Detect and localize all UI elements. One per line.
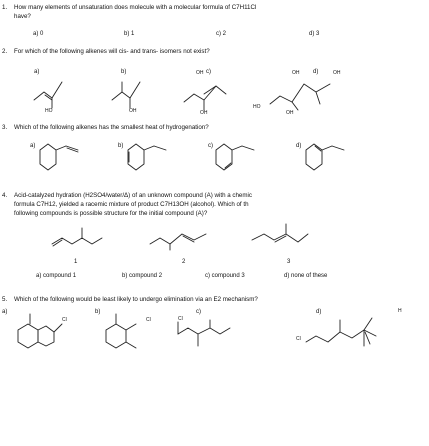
question-4-label-1: 1 xyxy=(74,259,78,265)
question-4-number: 4. xyxy=(2,192,8,199)
question-2-option-b[interactable]: b) xyxy=(121,69,127,75)
question-3-option-b[interactable]: b) xyxy=(118,143,124,149)
question-3-structure-b xyxy=(122,140,192,180)
question-5-structure-d xyxy=(300,312,390,362)
question-2-atom-d4: OH xyxy=(333,70,341,76)
question-5-option-d[interactable]: d) xyxy=(316,309,322,315)
question-1-option-b[interactable]: b) 1 xyxy=(124,31,135,37)
question-5-option-a[interactable]: a) xyxy=(2,309,8,315)
question-4-option-a[interactable]: a) compound 1 xyxy=(36,273,77,279)
question-1-option-d[interactable]: d) 3 xyxy=(309,31,320,37)
question-5-atom-d: Cl xyxy=(296,336,301,342)
question-5-structure-c xyxy=(170,318,240,358)
question-5-atom-a: Cl xyxy=(62,317,67,323)
question-4-text-line2: formula C7H12, yielded a racemic mixture of product C7H13OH (alcohol). Which of th xyxy=(14,201,249,208)
question-2-number: 2. xyxy=(2,48,8,55)
question-4-compound-2 xyxy=(148,222,218,252)
question-2-atom-a: HO xyxy=(45,108,53,114)
question-2-option-a[interactable]: a) xyxy=(34,69,40,75)
question-2-structure-d xyxy=(264,74,344,114)
question-3-option-a[interactable]: a) xyxy=(30,143,36,149)
question-2-atom-b: OH xyxy=(129,108,137,114)
question-3-structure-a xyxy=(34,140,104,180)
question-3-structure-d xyxy=(300,140,370,180)
question-4-text-line1: Acid-catalyzed hydration (H2SO4/water/Δ) of an unknown compound (A) with a chemic xyxy=(14,192,252,199)
question-5-atom-b: Cl xyxy=(146,317,151,323)
question-1-text-line1: How many elements of unsaturation does molecule with a molecular formula of C7H11Cl xyxy=(14,4,257,11)
question-1-option-a[interactable]: a) 0 xyxy=(33,31,44,37)
question-5-option-c[interactable]: c) xyxy=(196,309,201,315)
question-4-label-2: 2 xyxy=(182,259,186,265)
question-2-structure-a xyxy=(32,74,82,114)
question-2-atom-d3: OH xyxy=(286,110,294,116)
question-1-option-c[interactable]: c) 2 xyxy=(216,31,227,37)
question-5-atom-h: H xyxy=(398,308,402,314)
question-2-text: For which of the following alkenes will cis- and trans- isomers not exist? xyxy=(14,48,210,55)
question-3-option-c[interactable]: c) xyxy=(208,143,213,149)
question-5-number: 5. xyxy=(2,296,8,303)
question-2-atom-d1: HO xyxy=(253,104,261,110)
question-5-option-b[interactable]: b) xyxy=(95,309,101,315)
question-5-atom-c: Cl xyxy=(178,316,183,322)
question-4-compound-1 xyxy=(50,222,110,252)
question-4-label-3: 3 xyxy=(287,259,291,265)
question-5-structure-a xyxy=(10,312,80,362)
question-4-compound-3 xyxy=(250,220,320,250)
question-5-text: Which of the following would be least likely to undergo elimination via an E2 mechanism? xyxy=(14,296,258,303)
question-2-option-d[interactable]: d) xyxy=(313,69,319,75)
question-1-number: 1. xyxy=(2,4,8,11)
question-4-option-d[interactable]: d) none of these xyxy=(284,273,328,279)
question-2-atom-d2: OH xyxy=(292,70,300,76)
question-4-option-b[interactable]: b) compound 2 xyxy=(122,273,163,279)
question-1-text-line2: have? xyxy=(14,13,31,20)
question-3-number: 3. xyxy=(2,124,8,131)
question-3-option-d[interactable]: d) xyxy=(296,143,302,149)
question-2-option-c[interactable]: c) xyxy=(206,69,211,75)
question-2-atom-c1: OH xyxy=(196,70,204,76)
question-4-text-line3: following compounds is possible structure for the initial compound (A)? xyxy=(14,210,208,217)
question-3-text: Which of the following alkenes has the smallest heat of hydrogenation? xyxy=(14,124,209,131)
question-4-option-c[interactable]: c) compound 3 xyxy=(205,273,245,279)
question-3-structure-c xyxy=(210,140,280,180)
question-2-structure-c xyxy=(180,74,240,114)
question-2-atom-c2: OH xyxy=(200,110,208,116)
